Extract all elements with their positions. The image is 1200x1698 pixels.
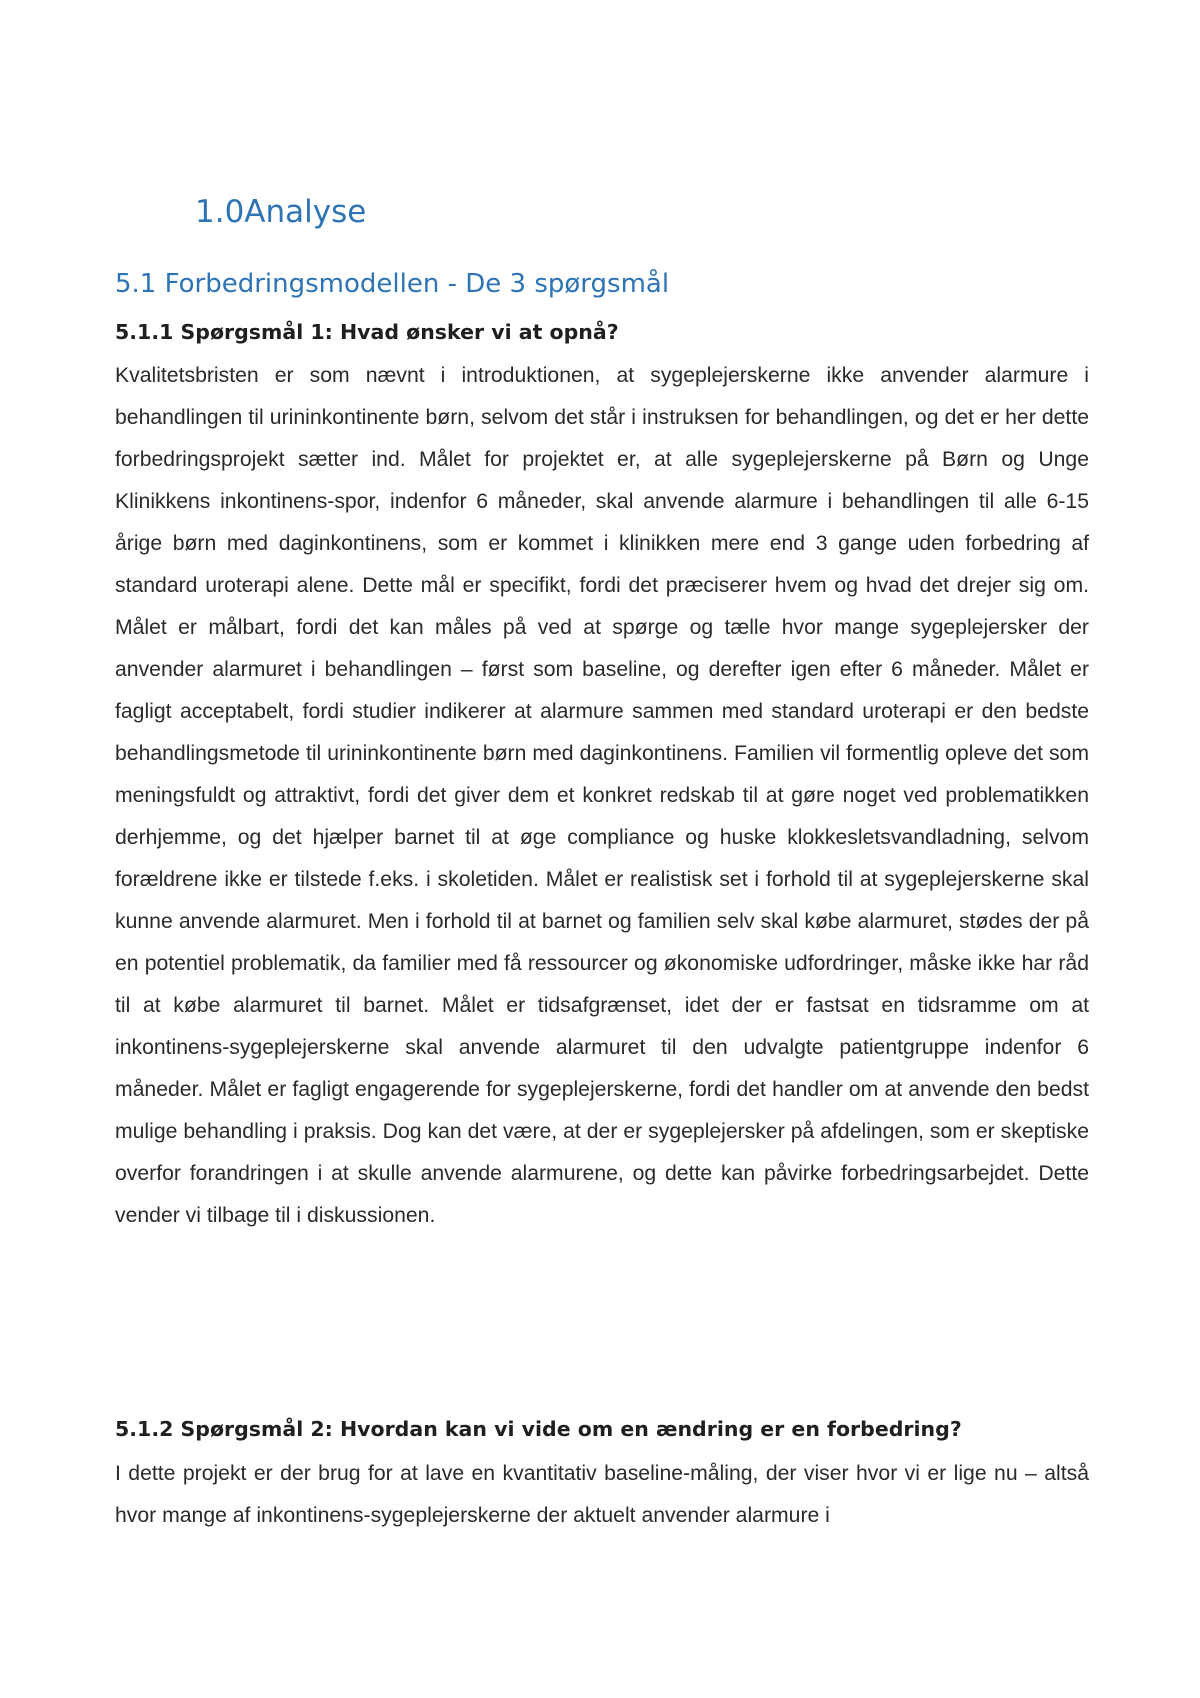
subsection-body-2: I dette projekt er der brug for at lave en kvantitativ baseline-måling, der viser hvor vi er lige nu – altså hvor mange af inkontinens-sygeplejerskerne der aktuelt anvender alarmure i [115, 1462, 1089, 1527]
document-heading: 1.0Analyse [195, 194, 367, 230]
subsection-title-2: 5.1.2 Spørgsmål 2: Hvordan kan vi vide om en ændring er en forbedring? [115, 1417, 962, 1441]
section-title: 5.1 Forbedringsmodellen - De 3 spørgsmål [115, 269, 670, 299]
subsection-title-1: 5.1.1 Spørgsmål 1: Hvad ønsker vi at opnå? [115, 320, 619, 344]
subsection-body-1: Kvalitetsbristen er som nævnt i introduktionen, at sygeplejerskerne ikke anvender alarmure i behandlingen til urininkontinente børn, selvom det står i instruksen for behandlingen, og det er her dette forbedringsprojekt sætter ind. Målet for projektet er, at alle sygeplejerskerne på Børn og Unge Klinikkens inkontinens-spor, indenfor 6 måneder, skal anvende alarmure i behandlingen til alle 6-15 årige børn med daginkontinens, som er kommet i klinikken mere end 3 gange uden forbedring af standard uroterapi alene. Dette mål er specifikt, fordi det præciserer hvem og hvad det drejer sig om. Målet er målbart, fordi det kan måles på ved at spørge og tælle hvor mange sygeplejersker der anvender alarmuret i behandlingen – først som baseline, og derefter igen efter 6 måneder. Målet er fagligt acceptabelt, fordi studier indikerer at alarmure sammen med standard uroterapi er den bedste behandlingsmetode til urininkontinente børn med daginkontinens. Familien vil formentlig opleve det som meningsfuldt og attraktivt, fordi det giver dem et konkret redskab til at gøre noget ved problematikken derhjemme, og det hjælper barnet til at øge compliance og huske klokkesletsvandladning, selvom forældrene ikke er tilstede f.eks. i skoletiden. Målet er realistisk set i forhold til at sygeplejerskerne skal kunne anvende alarmuret. Men i forhold til at barnet og familien selv skal købe alarmuret, stødes der på en potentiel problematik, da familier med få ressourcer og økonomiske udfordringer, måske ikke har råd til at købe alarmuret til barnet. Målet er tidsafgrænset, idet der er fastsat en tidsramme om at inkontinens-sygeplejerskerne skal anvende alarmuret til den udvalgte patientgruppe indenfor 6 måneder. Målet er fagligt engagerende for sygeplejerskerne, fordi det handler om at anvende den bedst mulige behandling i praksis. Dog kan det være, at der er sygeplejersker på afdelingen, som er skeptiske overfor forandringen i at skulle anvende alarmurene, og dette kan påvirke forbedringsarbejdet. Dette vender vi tilbage til i diskussionen. [115, 364, 1089, 1227]
